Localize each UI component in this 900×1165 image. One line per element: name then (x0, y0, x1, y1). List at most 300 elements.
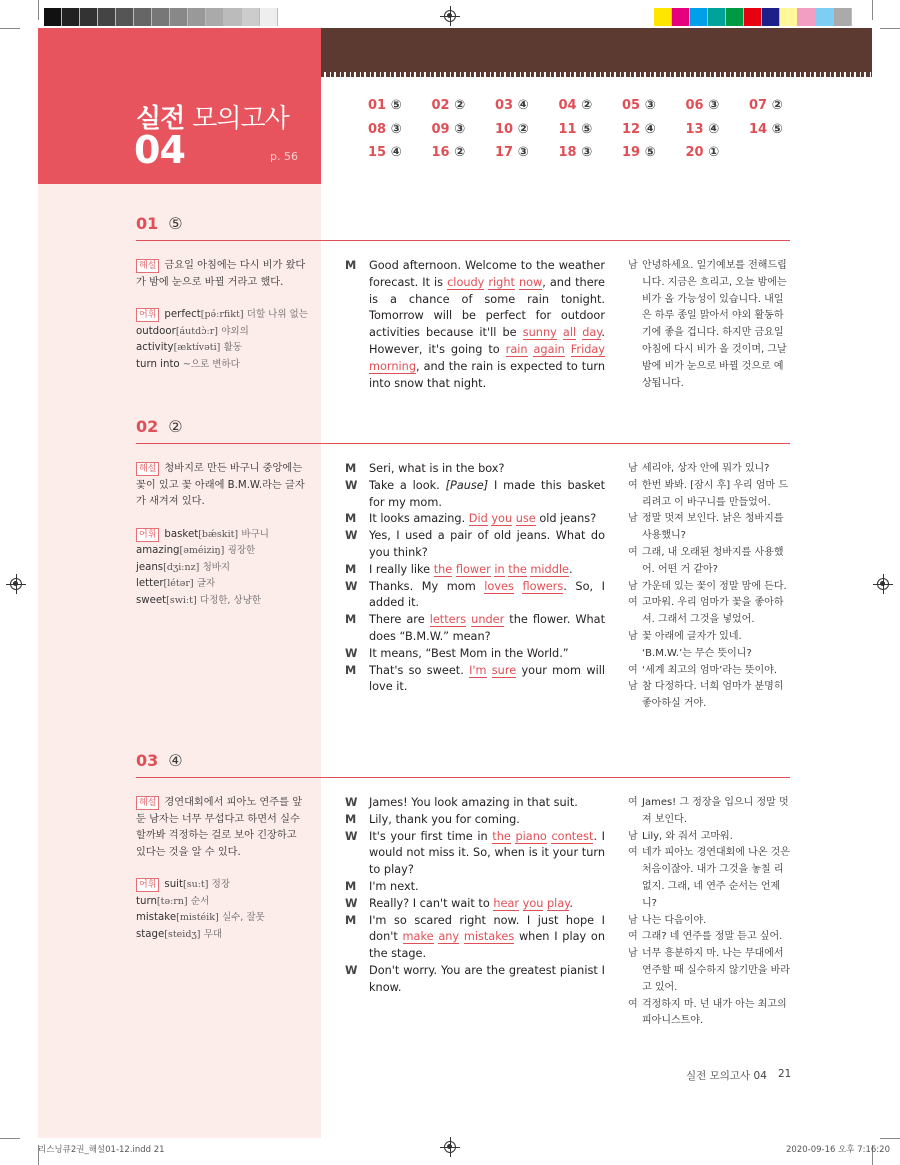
speaker-label: M (345, 613, 357, 627)
vocab-list (136, 877, 308, 943)
dialog-fragment: Thanks. My mom (369, 579, 485, 593)
speaker-label: M (345, 462, 357, 475)
vocab-item (164, 529, 269, 540)
translation-line (628, 795, 790, 829)
vocab-meaning: 순서 (190, 895, 210, 907)
dialog-fragment: . So, I added it. (369, 579, 605, 610)
speaker-label: M (345, 259, 357, 272)
dialog-line (345, 646, 605, 663)
answer-choice: ① (708, 145, 720, 160)
vocab-meaning: 청바지 (202, 561, 231, 573)
dialog-fragment: There are (369, 613, 430, 627)
answer-choice: ② (771, 98, 783, 113)
answer-choice: ② (454, 145, 466, 160)
answer-choice: ③ (390, 121, 402, 137)
vocab-word: turn into (136, 358, 180, 370)
translation-text: 한번 봐봐. [잠시 후] 우리 엄마 드리려고 이 바구니를 만들었어. (642, 479, 788, 508)
dictation-blank: rain (505, 342, 528, 356)
vocab-meaning: 굉장한 (227, 545, 256, 556)
dialog-fragment: , and there is a chance of some rain tonight. Tomorrow will be perfect for outdoor activities because it'll be (369, 275, 606, 340)
answer-number: 13 (685, 121, 704, 137)
question-answer: ② (168, 417, 183, 436)
page-number: 21 (778, 1068, 792, 1080)
translation-line (628, 829, 790, 846)
answer-item (368, 145, 402, 160)
vocab-word: jeans (136, 561, 164, 573)
dictation-blank: any (438, 930, 460, 944)
registration-color-swatches (654, 8, 852, 26)
dialog-fragment: Take a look. (369, 478, 446, 492)
speaker-label: W (345, 646, 358, 660)
dictation-blank: day (582, 326, 602, 340)
dialog-line (345, 829, 605, 879)
print-timestamp: 2020-09-16 오후 7:16:20 (786, 1145, 890, 1155)
question-heading (136, 417, 183, 436)
dialog-line (345, 879, 605, 896)
registration-mark-right (877, 578, 889, 590)
answer-number: 12 (622, 121, 641, 137)
translation-line (628, 579, 790, 596)
vocab-word: basket (164, 528, 199, 540)
vocab-word: suit (164, 879, 183, 890)
translation-speaker: 여 (628, 664, 638, 676)
speaker-label: W (345, 796, 358, 809)
translation-line (628, 679, 790, 713)
dialog-line (345, 478, 605, 512)
test-number: 04 (134, 128, 185, 172)
speaker-label: W (345, 896, 358, 910)
dialog-fragment: Yes, I used a pair of old jeans. What do you think? (369, 529, 605, 559)
dictation-blank: letters (429, 613, 467, 627)
vocab-meaning: 다정한, 상냥한 (199, 594, 262, 606)
translation-text: 네가 피아노 경연대회에 나온 것은 처음이잖아. 내가 그것을 놓칠 리 없지. 그래, 네 연주 순서는 언제니? (642, 847, 790, 909)
answer-item (622, 98, 656, 113)
crop-mark (0, 28, 20, 29)
answer-choice: ③ (454, 121, 466, 137)
translation-line (628, 997, 790, 1031)
dialog-fragment: [Pause] (445, 478, 489, 492)
dialog-line (345, 562, 605, 579)
answer-item (559, 122, 593, 137)
vocab-meaning: 바구니 (241, 528, 269, 540)
translation-line (628, 545, 790, 579)
question-answer: ⑤ (168, 214, 183, 233)
dialog-fragment: It means, “Best Mom in the World.” (369, 646, 569, 660)
answer-item (749, 98, 783, 113)
dictation-blank: Did (468, 512, 488, 526)
question-heading (136, 214, 183, 233)
translation-text: 참 다정하다. 너희 엄마가 분명히 좋아하실 거야. (642, 681, 784, 710)
translation-block (628, 258, 790, 392)
dictation-blank: I'm (469, 663, 487, 677)
dialog-fragment: old jeans? (535, 512, 597, 526)
vocab-word: mistake (136, 912, 177, 923)
dictation-blank: right (488, 275, 515, 289)
answer-choice: ⑤ (644, 145, 656, 160)
dialog-fragment: your mom will love it. (369, 663, 605, 694)
question-number: 02 (136, 417, 159, 436)
translation-text: 그래? 네 연주를 정말 듣고 싶어. (642, 931, 783, 943)
dialog-line (345, 258, 605, 392)
dialog-text (369, 579, 605, 613)
question-number: 03 (136, 751, 159, 770)
vocab-item (136, 359, 240, 370)
vocab-word: activity (136, 342, 174, 353)
dialog-fragment: Don't worry. You are the greatest pianist I know. (369, 963, 605, 994)
vocab-item (136, 545, 255, 556)
translation-speaker: 남 (628, 260, 638, 271)
dictation-blank: make (402, 930, 434, 944)
explanation-tag: 해설 (136, 796, 159, 810)
translation-text: 너무 흥분하지 마. 나는 무대에서 연주할 때 실수하지 않기만을 바라고 있어. (642, 948, 790, 993)
vocab-meaning: 무대 (203, 928, 223, 940)
translation-line (628, 845, 790, 912)
translation-speaker: 남 (628, 513, 638, 525)
crop-mark (880, 1138, 900, 1139)
crop-mark (872, 0, 873, 20)
dictation-blank: morning (369, 359, 416, 373)
translation-text: 세리야, 상자 안에 뭐가 있니? (642, 463, 770, 474)
answer-number: 08 (368, 121, 387, 137)
speaker-label: W (345, 829, 358, 843)
answer-choice: ④ (708, 121, 720, 137)
answer-item (432, 122, 466, 137)
translation-text: 정말 멋져 보인다. 낡은 청바지를 사용했니? (642, 513, 784, 542)
vocab-meaning: 활동 (223, 342, 242, 353)
vocab-list (136, 527, 308, 610)
dictation-blank: now (518, 275, 543, 289)
speaker-label: W (345, 579, 358, 593)
answer-number: 17 (495, 145, 514, 160)
vocab-item (136, 896, 209, 907)
dialog-line (345, 963, 605, 997)
explanation-block (136, 795, 308, 943)
translation-line (628, 461, 790, 478)
vocab-pronunciation: [bǽskit] (198, 528, 239, 540)
vocab-meaning: 정장 (211, 879, 231, 890)
dialog-fragment: James! You look amazing in that suit. (369, 796, 578, 809)
translation-speaker: 여 (628, 546, 638, 558)
dialog-fragment (565, 343, 571, 356)
registration-mark-bottom (444, 1141, 456, 1153)
answer-item (559, 98, 593, 113)
answer-item (368, 122, 402, 137)
dictation-blank: hear (493, 896, 520, 910)
answer-number: 15 (368, 145, 387, 160)
speaker-label: W (345, 478, 358, 492)
answer-item (495, 145, 529, 160)
answer-number: 02 (431, 98, 450, 113)
dialog-script (345, 461, 605, 696)
translation-speaker: 여 (628, 797, 638, 808)
dialog-fragment: Really? I can't wait to (369, 896, 494, 910)
vocab-word: sweet (136, 594, 167, 606)
vocab-tag: 어휘 (136, 308, 159, 322)
dialog-text (369, 879, 605, 896)
translation-line (628, 663, 790, 680)
translation-speaker: 남 (628, 948, 638, 960)
answer-item (495, 122, 529, 137)
footer-title: 실전 모의고사 04 (686, 1070, 767, 1082)
speaker-label: M (345, 812, 357, 826)
answer-number: 14 (749, 121, 768, 137)
answer-choice: ② (517, 121, 529, 137)
dialog-fragment: , and the rain is expected to turn into snow that night. (369, 359, 605, 390)
answer-number: 06 (685, 98, 704, 113)
dialog-text (369, 812, 605, 829)
answer-number: 18 (558, 145, 577, 160)
dialog-line (345, 812, 605, 829)
dictation-blank: middle (530, 562, 569, 576)
vocab-pronunciation: [mistéik] (176, 912, 219, 923)
dictation-blank: you (491, 512, 513, 526)
dialog-text (369, 913, 605, 963)
vocab-pronunciation: [æktívəti] (173, 342, 221, 353)
vocab-pronunciation: [təːrn] (156, 895, 188, 907)
vocab-item (136, 342, 242, 353)
dialog-fragment: I made this basket for my mom. (369, 478, 605, 509)
vocab-pronunciation: [əméiziŋ] (179, 545, 225, 556)
vocab-pronunciation: [suːt] (182, 879, 209, 890)
answer-item (432, 145, 466, 160)
speaker-label: M (345, 562, 357, 576)
vocab-word: stage (136, 928, 165, 940)
vocab-word: outdoor (136, 325, 176, 337)
answer-item (686, 122, 720, 137)
dictation-blank: the (433, 562, 453, 576)
speaker-label: M (345, 913, 357, 927)
explanation-text: 금요일 아침에는 다시 비가 왔다가 밤에 눈으로 바뀔 거라고 했다. (136, 260, 306, 288)
registration-mark-top (444, 10, 456, 22)
dialog-text (369, 258, 605, 392)
answer-choice: ② (581, 98, 593, 113)
explanation-text: 청바지로 만든 바구니 중앙에는 꽃이 있고 꽃 아래에 B.M.W.라는 글자가 새겨져 있다. (136, 463, 305, 507)
translation-text: 가운데 있는 꽃이 정말 맘에 든다. (642, 580, 787, 592)
question-heading (136, 751, 183, 770)
vocab-pronunciation: [dʒiːnz] (163, 561, 200, 573)
dictation-blank: under (471, 613, 505, 627)
vocab-item (136, 562, 230, 573)
translation-speaker: 여 (628, 597, 638, 609)
dialog-line (345, 913, 605, 963)
translation-block (628, 795, 790, 1030)
translation-block (628, 461, 790, 713)
crop-mark (0, 1138, 20, 1139)
speaker-label: M (345, 512, 357, 526)
dialog-text (369, 478, 605, 512)
answer-item (686, 98, 720, 113)
vocab-meaning: 실수, 잘못 (221, 912, 265, 923)
speaker-label: M (345, 663, 357, 677)
answer-number: 04 (558, 98, 577, 113)
answer-choice: ② (454, 98, 466, 113)
vocab-word: amazing (136, 545, 180, 556)
dialog-fragment (487, 664, 492, 677)
dictation-blank: use (515, 512, 536, 526)
translation-line (628, 595, 790, 629)
section-divider (136, 777, 790, 778)
translation-text: 꽃 아래에 글자가 있네. ‘B.M.W.’는 무슨 뜻이니? (642, 630, 752, 659)
dialog-fragment: . (568, 562, 573, 576)
vocab-meaning: 글자 (196, 578, 216, 589)
dialog-fragment: Lily, thank you for coming. (369, 812, 520, 826)
header-band (321, 28, 872, 72)
vocab-pronunciation: [létər] (163, 578, 194, 589)
dictation-blank: again (533, 342, 565, 356)
dialog-fragment: Good afternoon. Welcome to the weather forecast. It is (369, 259, 605, 289)
translation-speaker: 남 (628, 630, 638, 642)
translation-line (628, 946, 790, 996)
vocab-item (136, 326, 249, 337)
dialog-text (369, 612, 605, 646)
answer-choice: ③ (581, 145, 593, 160)
answer-number: 07 (749, 98, 768, 113)
file-slug: 리스닝큐2권_해설01-12.indd 21 (38, 1145, 165, 1155)
dialog-fragment: It's your first time in (369, 829, 493, 843)
answer-choice: ④ (517, 98, 529, 113)
dialog-line (345, 579, 605, 613)
dialog-fragment: . I would not miss it. So, when is it your turn to play? (369, 829, 606, 877)
answer-item (559, 145, 593, 160)
translation-speaker: 여 (628, 998, 638, 1010)
vocab-pronunciation: [steidʒ] (164, 928, 201, 940)
vocab-word: letter (136, 578, 164, 589)
translation-speaker: 여 (628, 847, 638, 859)
vocab-word: turn (136, 895, 157, 907)
dictation-blank: flower (455, 562, 491, 576)
dialog-fragment: . However, it's going to (369, 326, 606, 356)
dialog-line (345, 528, 605, 562)
vocab-item (136, 578, 215, 589)
dialog-fragment: I'm next. (369, 879, 419, 893)
translation-line (628, 258, 790, 392)
translation-text: 안녕하세요. 일기예보를 전해드립니다. 지금은 흐리고, 오늘 밤에는 비가 올 가능성이 있습니다. 내일은 하루 종일 맑아서 야외 활동하기에 좋을 겁니다. 하지만 금요일 아침에 다시 비가 올 것이며, 그날 밤에 비가 눈으로 바뀔 것으로 예상됩니다. (642, 260, 787, 389)
speaker-label: W (345, 529, 358, 543)
dialog-text (369, 511, 605, 528)
question-answer: ④ (168, 751, 183, 770)
dialog-script (345, 795, 605, 997)
translation-speaker: 남 (628, 914, 638, 926)
answer-item (622, 122, 656, 137)
dialog-fragment: That's so sweet. (369, 663, 470, 677)
vocab-pronunciation: [áutdɔ̀ːr] (175, 325, 218, 337)
translation-line (628, 929, 790, 946)
vocab-item (136, 929, 222, 940)
answer-number: 19 (622, 145, 641, 160)
dictation-blank: loves (484, 579, 514, 593)
answer-number: 20 (685, 145, 704, 160)
answer-number: 03 (495, 98, 514, 113)
dictation-blank: flowers (522, 579, 564, 593)
translation-text: 걱정하지 마. 넌 내가 아는 최고의 피아니스트야. (642, 998, 787, 1027)
crop-mark (38, 0, 39, 20)
translation-text: 고마워. 우리 엄마가 꽃을 좋아하셔. 그래서 그것을 넣었어. (642, 597, 784, 626)
dialog-fragment: when I play on the stage. (369, 930, 606, 961)
translation-speaker: 여 (628, 931, 638, 943)
dictation-blank: sunny (522, 326, 557, 340)
page-reference: p. 56 (270, 150, 298, 163)
page-title: 실전 모의고사 (136, 104, 289, 134)
speaker-label: M (345, 879, 357, 893)
dialog-text (369, 896, 605, 913)
translation-text: 그래, 내 오래된 청바지를 사용했어. 어떤 거 같아? (642, 546, 784, 575)
dictation-blank: piano (515, 829, 547, 843)
answer-choice: ③ (517, 145, 529, 160)
translation-line (628, 913, 790, 930)
dictation-blank: in (494, 562, 505, 576)
dialog-text (369, 562, 605, 579)
dialog-text (369, 963, 605, 997)
answer-item (622, 145, 656, 160)
answer-item (368, 98, 402, 113)
vocab-meaning: 야외의 (221, 325, 249, 337)
dictation-blank: mistakes (463, 930, 515, 944)
translation-speaker: 남 (628, 580, 638, 592)
answer-number: 11 (558, 121, 577, 137)
translation-text: 나는 다음이야. (642, 914, 707, 926)
dictation-blank: contest (551, 829, 594, 843)
vocab-item (136, 912, 265, 923)
translation-line (628, 511, 790, 545)
explanation-text: 경연대회에서 피아노 연주를 앞둔 남자는 너무 무섭다고 하면서 실수할까봐 걱정하는 걸로 보아 긴장하고 있다는 것을 알 수 있다. (136, 797, 303, 858)
dialog-fragment: It looks amazing. (369, 512, 469, 526)
dialog-text (369, 528, 605, 562)
vocab-pronunciation: [swiːt] (166, 594, 197, 606)
dictation-blank: Friday (570, 342, 605, 356)
crop-mark (880, 28, 900, 29)
section-divider (136, 240, 790, 241)
answer-number: 10 (495, 121, 514, 137)
answer-choice: ③ (708, 98, 720, 113)
dictation-blank: you (522, 896, 544, 910)
translation-speaker: 여 (628, 479, 638, 491)
registration-gray-swatches (44, 8, 278, 26)
answer-number: 01 (368, 98, 387, 113)
dialog-fragment: I really like (369, 562, 434, 576)
answer-choice: ⑤ (581, 121, 593, 137)
dialog-text (369, 461, 605, 478)
vocab-item (136, 595, 261, 606)
translation-text: ‘세계 최고의 엄마’라는 뜻이야. (642, 664, 777, 676)
answer-choice: ⑤ (771, 121, 783, 137)
answer-item (495, 98, 529, 113)
answer-item (432, 98, 466, 113)
vocab-meaning: ~으로 변하다 (182, 358, 240, 370)
dialog-text (369, 829, 605, 879)
vocab-list (136, 307, 308, 373)
dialog-line (345, 461, 605, 478)
dialog-text (369, 663, 605, 697)
translation-text: James! 그 정장을 입으니 정말 멋져 보인다. (642, 797, 789, 825)
dictation-blank: all (562, 326, 577, 340)
answer-choice: ⑤ (390, 98, 402, 113)
translation-speaker: 남 (628, 830, 638, 842)
answer-choice: ③ (644, 98, 656, 113)
vocab-item (164, 309, 308, 320)
dialog-fragment: the flower. What does “B.M.W.” mean? (369, 613, 605, 643)
translation-line (628, 629, 790, 663)
explanation-tag: 해설 (136, 462, 159, 476)
vocab-tag: 어휘 (136, 528, 159, 542)
answer-item (686, 145, 720, 160)
dictation-blank: play (547, 896, 570, 910)
translation-speaker: 남 (628, 463, 638, 474)
answer-number: 16 (431, 145, 450, 160)
speaker-label: W (345, 963, 358, 977)
vocab-tag: 어휘 (136, 878, 159, 892)
answer-item (749, 122, 783, 137)
dictation-blank: the (492, 829, 511, 843)
